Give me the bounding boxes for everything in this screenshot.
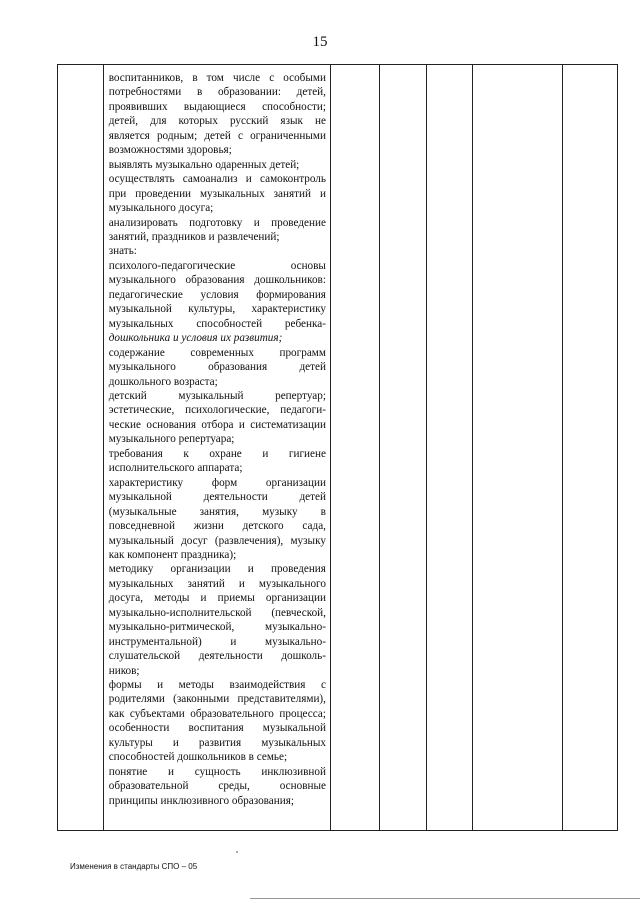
content-table [57,64,618,831]
table-cell-empty [331,65,380,830]
text-line: возможностями здоровья; [108,144,232,157]
text-line: музыкального образования дошкольников: [108,274,326,287]
text-line: повседневной жизни детского сада, [108,520,326,533]
table-cell-description [104,65,331,830]
text-line: потребностями в образовании: детей, [108,86,326,99]
text-line: культуры и развития музыкальных [108,736,326,749]
table-cell-empty [473,65,563,830]
text-line: образовательной среды, основные [108,780,326,793]
text-line: как компонент праздника); [108,548,237,561]
text-line: музыкального досуга; [108,202,214,215]
text-line: дошкольника и условия их развития; [108,332,283,345]
text-line: эстетические, психологические, педагоги- [108,404,326,417]
text-line: при проведении музыкальных занятий и [108,187,326,200]
text-line: психолого-педагогические основы [108,259,326,272]
text-line: занятий, праздников и развлечений; [108,230,280,243]
text-line: досуга, методы и приемы организации [108,592,326,605]
text-line: музыкальной культуры, характеристику [108,303,326,316]
table-cell-empty [427,65,473,830]
text-line: инструментальной) и музыкально- [108,635,326,648]
text-line: способностей дошкольников в семье; [108,751,288,764]
text-line: содержание современных программ [108,346,326,359]
text-line: музыкальный досуг (развлечения), музыку [108,534,326,547]
text-line: принципы инклюзивного образования; [108,794,294,807]
scan-mark [236,851,238,853]
table-cell-empty [563,65,617,830]
text-line: является родным; детей с ограниченными [108,129,326,142]
text-line: осуществлять самоанализ и самоконтроль [108,173,326,186]
text-line: знать: [108,245,137,258]
text-line: слушательской деятельности дошколь- [108,650,326,663]
text-line: музыкальных способностей ребенка- [108,317,326,330]
table-cell-empty [380,65,427,830]
text-line: воспитанников, в том числе с особыми [108,72,326,84]
page-number: 15 [312,34,328,50]
text-line: исполнительского аппарата; [108,462,243,475]
text-line: требования к охране и гигиене [108,447,326,460]
page-bottom-divider [250,898,640,899]
text-line: музыкально-ритмической, музыкально- [108,621,326,634]
footer-note: Изменения в стандарты СПО – 05 [70,862,198,871]
text-line: методику организации и проведения [108,563,326,576]
text-line: музыкально-исполнительской (певческой, [108,606,326,619]
text-line: характеристику форм организации [108,476,326,489]
text-line: детский музыкальный репертуар; [108,389,326,402]
text-line: музыкальной деятельности детей [108,491,326,504]
text-line: особенности воспитания музыкальной [108,722,326,735]
table-cell-number [58,65,104,830]
text-line: музыкального репертуара; [108,433,235,446]
text-line: родителями (законными представителями), [108,693,326,706]
text-line: ников; [108,664,140,677]
text-line: анализировать подготовку и проведение [108,216,326,229]
text-line: дошкольного возраста; [108,375,218,388]
text-line: ческие основания отбора и систематизации [108,418,326,431]
text-line: как субъектами образовательного процесса; [108,707,326,720]
text-line: музыкальных занятий и музыкального [108,577,326,590]
text-line: формы и методы взаимодействия с [108,679,326,692]
text-line: выявлять музыкально одаренных детей; [108,158,300,171]
text-line: (музыкальные занятия, музыку в [108,505,326,518]
text-line: педагогические условия формирования [108,288,326,301]
text-line: музыкального образования детей [108,361,326,374]
text-line: детей, для которых русский язык не [108,115,326,128]
text-line: проявивших выдающиеся способности; [108,100,326,113]
text-line: понятие и сущность инклюзивной [108,765,326,778]
